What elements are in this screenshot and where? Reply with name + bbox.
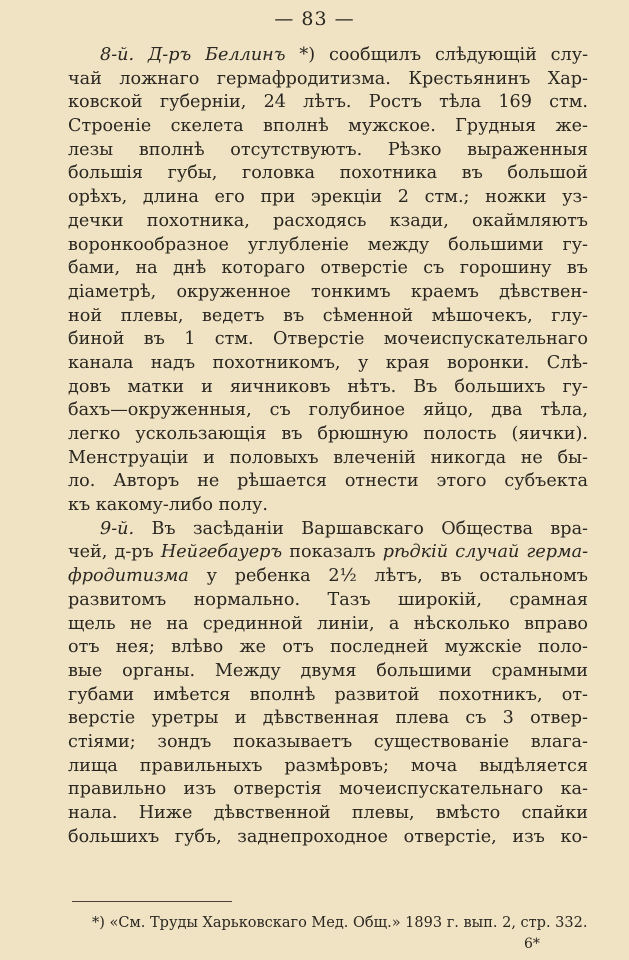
line-text: у ребенка 2½ лѣтъ, въ остальномъ — [206, 566, 588, 587]
paragraph-9-line — [68, 565, 588, 589]
line-text: чей, д-ръ — [68, 542, 154, 563]
paragraph-8-line: къ какому-либо полу. — [68, 495, 268, 516]
paragraph-8-line: воронкообразное углубленіе между большими гу- — [68, 234, 588, 255]
footnote-marker: *) — [92, 915, 105, 931]
paragraph-8-line: ной плевы, ведетъ въ сѣменной мѣшочекъ, глу- — [68, 305, 588, 326]
paragraph-8-line: легко ускользающія въ брюшную полость (яички). — [68, 424, 588, 444]
paragraph-8-line: дечки похотника, расходясь кзади, окаймляютъ — [68, 210, 588, 231]
paragraph-9-line: стіями; зондъ показываетъ существованіе влага- — [68, 731, 588, 752]
emphasized-text: фродитизма — [68, 566, 189, 587]
case-number: 8-й. — [100, 45, 135, 65]
paragraph-8-line — [68, 44, 588, 68]
paragraph-8-line: бахъ—окруженныя, съ голубиное яйцо, два тѣла, — [68, 400, 588, 421]
paragraph-8-line: большія губы, головка похотника въ большой — [68, 163, 588, 184]
footnote — [92, 913, 588, 933]
page-number: — 83 — — [274, 8, 355, 30]
case-number: 9-й. — [100, 518, 135, 539]
paragraph-8-line: орѣхъ, длина его при эрекціи 2 стм.; ножки уз- — [68, 187, 588, 208]
paragraph-8-line: чай ложнаго гермафродитизма. Крестьянинъ Хар- — [68, 68, 588, 89]
line-text: показалъ — [289, 542, 376, 563]
line-text: Въ засѣданіи Варшавскаго Общества вра- — [151, 518, 589, 539]
paragraph-9-line: развитомъ нормально. Тазъ широкій, срамная — [68, 589, 588, 610]
body-text — [68, 44, 588, 849]
paragraph-8-line: лезы вполнѣ отсутствуютъ. Рѣзко выраженныя — [68, 139, 588, 160]
paragraph-9-line: губами имѣется вполнѣ развитой похотникъ, от- — [68, 684, 588, 705]
paragraph-8-line: діаметрѣ, окруженное тонкимъ краемъ дѣвствен- — [68, 281, 588, 302]
paragraph-9-line: выe органы. Между двумя большими срамными — [68, 660, 588, 681]
paragraph-8-line: бами, на днѣ котораго отверстіе съ горошину въ — [68, 258, 588, 279]
paragraph-8-line: Менструаціи и половыхъ влеченій никогда не бы- — [68, 447, 588, 468]
footnote-divider — [72, 901, 232, 902]
paragraph-8-line: Строеніе скелета вполнѣ мужское. Грудныя же- — [68, 116, 588, 137]
signature-mark: 6* — [524, 936, 540, 952]
paragraph-8-line: канала надъ похотникомъ, у края воронки. Слѣ- — [68, 352, 588, 373]
paragraph-9-line: отъ нея; влѣво же отъ последней мужскіе поло- — [68, 637, 588, 658]
author-name: Нейгебауеръ — [160, 542, 283, 563]
emphasized-text: рѣдкій случай герма- — [382, 542, 589, 563]
paragraph-9-line: лища правильныхъ размѣровъ; моча выдѣляется — [68, 755, 588, 776]
paragraph-9-line: правильно изъ отверстія мочеиспускательнаго ка- — [68, 779, 588, 800]
paragraph-8-line: биной въ 1 стм. Отверстіе мочеиспускательнаго — [68, 329, 588, 350]
paragraph-9-line: щель не на срединной линіи, а нѣсколько вправо — [68, 613, 588, 634]
paragraph-9-line: нала. Ниже дѣвственной плевы, вмѣсто спайки — [68, 803, 588, 823]
footnote-text: «См. Труды Харьковскаго Мед. Общ.» 1893 г. вып. 2, стр. 332. — [109, 915, 588, 931]
line-text: *) сообщилъ слѣдующій слу- — [299, 45, 589, 65]
author-name: Д-ръ Беллинъ — [147, 45, 286, 65]
paragraph-9-line — [68, 541, 588, 565]
paragraph-8-line: довъ матки и яичниковъ нѣтъ. Въ большихъ гу- — [68, 376, 588, 397]
paragraph-9-line: верстіе уретры и дѣвственная плева съ 3 отвер- — [68, 708, 588, 729]
paragraph-9-line — [68, 518, 588, 542]
paragraph-9-line: большихъ губъ, заднепроходное отверстіе, изъ ко- — [68, 826, 588, 847]
paragraph-8-line: ло. Авторъ не рѣшается отнести этого субъекта — [68, 471, 588, 492]
paragraph-8-line: ковской губерніи, 24 лѣтъ. Ростъ тѣла 169 стм. — [68, 92, 588, 113]
